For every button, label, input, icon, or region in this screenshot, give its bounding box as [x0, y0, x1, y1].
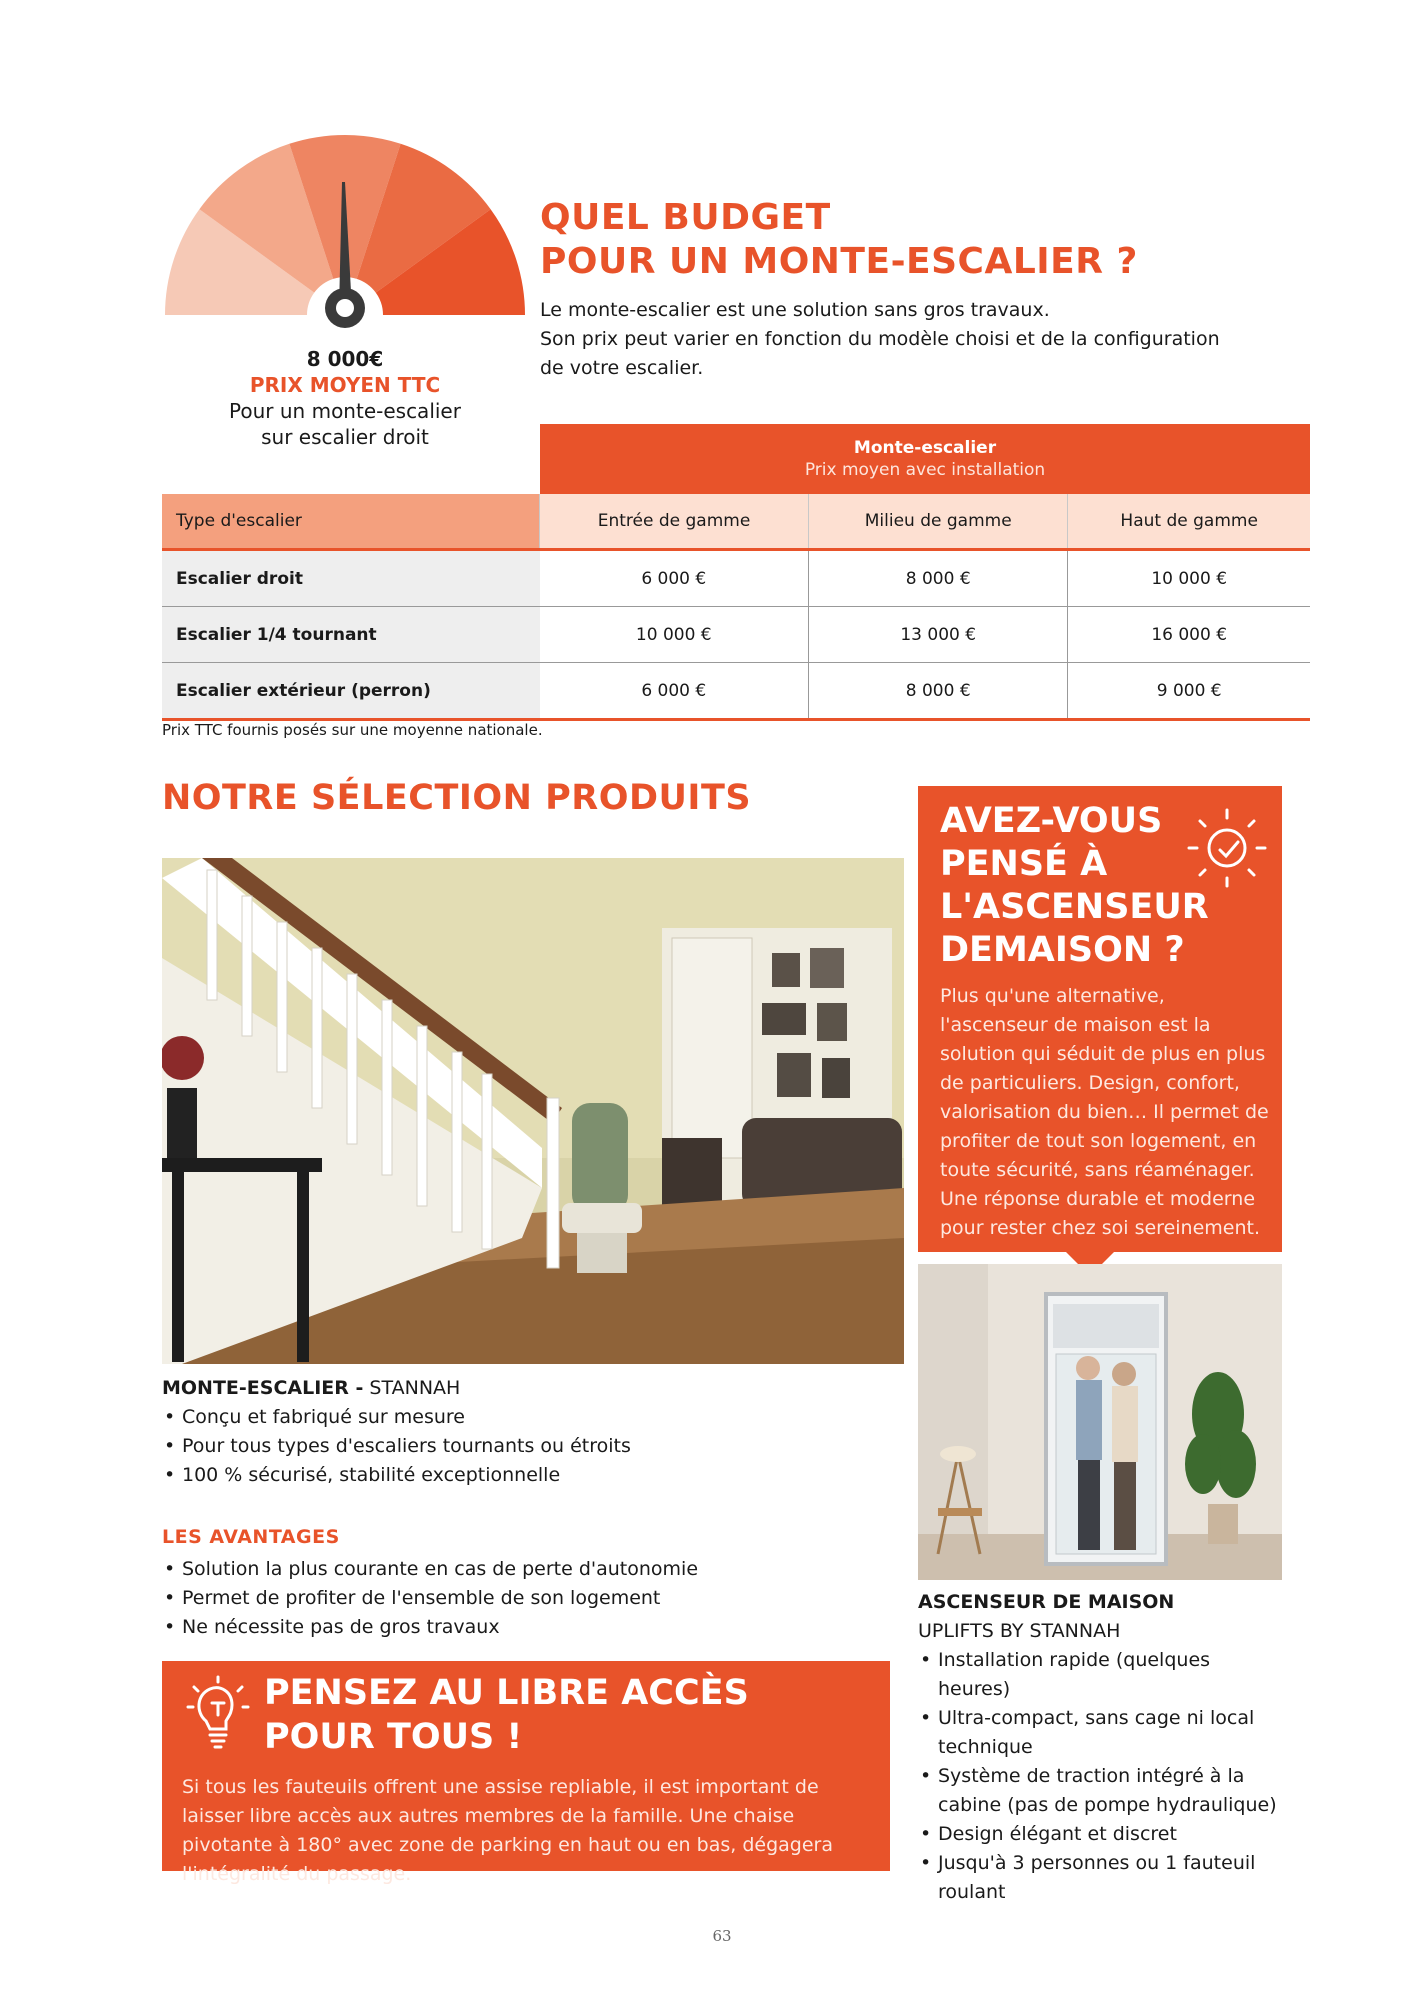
- box-title-line3: L'ASCENSEUR: [940, 887, 1209, 927]
- home-elevator-features: [918, 1646, 1288, 1907]
- box-title-line1: AVEZ-VOUS: [940, 801, 1163, 841]
- list-item: • Design élégant et discret: [918, 1820, 1288, 1849]
- row-label: Escalier 1/4 tournant: [162, 607, 540, 663]
- price-gauge: [160, 130, 530, 340]
- table-row: [162, 550, 1310, 607]
- stairlift-features: [162, 1403, 862, 1490]
- box-title-line4: DEMAISON ?: [940, 930, 1185, 970]
- table-row: [162, 663, 1310, 720]
- list-item: • Permet de profiter de l'ensemble de son logement: [162, 1584, 862, 1613]
- table-cell: 8 000 €: [809, 550, 1068, 607]
- table-cell: 9 000 €: [1068, 663, 1310, 720]
- stairlift-photo: [162, 858, 904, 1364]
- stairlift-name: MONTE-ESCALIER -: [162, 1377, 364, 1399]
- home-elevator-box-title: [940, 800, 1209, 972]
- intro-line3: de votre escalier.: [540, 357, 704, 379]
- list-item: • Ultra-compact, sans cage ni local technique: [918, 1704, 1288, 1762]
- table-group-header: [540, 424, 1310, 494]
- list-item: • Conçu et fabriqué sur mesure: [162, 1403, 862, 1432]
- column-header: Haut de gamme: [1068, 494, 1310, 550]
- intro-line2: Son prix peut varier en fonction du modèle choisi et de la configuration: [540, 328, 1220, 350]
- gauge-label: PRIX MOYEN TTC: [249, 373, 441, 397]
- free-access-title: [264, 1671, 749, 1759]
- list-item: • Solution la plus courante en cas de perte d'autonomie: [162, 1555, 862, 1584]
- budget-title: [540, 196, 1138, 284]
- table-group-subtitle: Prix moyen avec installation: [804, 460, 1046, 480]
- column-header: Entrée de gamme: [540, 494, 809, 550]
- list-item: • Ne nécessite pas de gros travaux: [162, 1613, 862, 1642]
- idea-icon: [1186, 808, 1268, 890]
- table-cell: 13 000 €: [809, 607, 1068, 663]
- list-item: • Installation rapide (quelques heures): [918, 1646, 1288, 1704]
- list-item: • Pour tous types d'escaliers tournants ou étroits: [162, 1432, 862, 1461]
- intro-line1: Le monte-escalier est une solution sans gros travaux.: [540, 299, 1050, 321]
- gauge-price: 8 000€: [306, 347, 384, 371]
- list-item: • Système de traction intégré à la cabine (pas de pompe hydraulique): [918, 1762, 1288, 1820]
- budget-title-line2: POUR UN MONTE-ESCALIER ?: [540, 241, 1138, 282]
- budget-title-line1: QUEL BUDGET: [540, 197, 831, 238]
- home-elevator-subtitle: UPLIFTS BY STANNAH: [918, 1620, 1121, 1642]
- home-elevator-photo: [918, 1264, 1282, 1580]
- table-cell: 10 000 €: [540, 607, 809, 663]
- table-header-row: [162, 494, 1310, 550]
- table-cell: 6 000 €: [540, 663, 809, 720]
- home-elevator-box: [918, 786, 1282, 1252]
- list-item: • 100 % sécurisé, stabilité exceptionnelle: [162, 1461, 862, 1490]
- gauge-caption: [160, 346, 530, 450]
- row-label: Escalier extérieur (perron): [162, 663, 540, 720]
- table-note: Prix TTC fournis posés sur une moyenne nationale.: [162, 721, 543, 739]
- budget-intro: [540, 296, 1240, 383]
- gauge-desc-line1: Pour un monte-escalier: [229, 399, 461, 423]
- row-label: Escalier droit: [162, 550, 540, 607]
- home-elevator-title: ASCENSEUR DE MAISON: [918, 1591, 1175, 1613]
- lightbulb-icon: [186, 1675, 250, 1755]
- gauge-desc-line2: sur escalier droit: [261, 425, 429, 449]
- free-access-title-line2: POUR TOUS !: [264, 1717, 523, 1757]
- table-cell: 6 000 €: [540, 550, 809, 607]
- column-header: Milieu de gamme: [809, 494, 1068, 550]
- free-access-title-line1: PENSEZ AU LIBRE ACCÈS: [264, 1673, 749, 1713]
- advantages-title: LES AVANTAGES: [162, 1526, 340, 1548]
- stairlift-title: [162, 1374, 460, 1403]
- table-row: [162, 607, 1310, 663]
- selection-title: NOTRE SÉLECTION PRODUITS: [162, 778, 752, 818]
- page-number: 63: [712, 1927, 732, 1945]
- box-title-line2: PENSÉ À: [940, 844, 1108, 884]
- table-cell: 10 000 €: [1068, 550, 1310, 607]
- table-cell: 16 000 €: [1068, 607, 1310, 663]
- table-group-title: Monte-escalier: [853, 438, 997, 458]
- price-table: [162, 494, 1310, 721]
- stairlift-brand: STANNAH: [363, 1377, 461, 1399]
- free-access-box: [162, 1661, 890, 1885]
- list-item: • Jusqu'à 3 personnes ou 1 fauteuil roulant: [918, 1849, 1288, 1907]
- column-header: Type d'escalier: [162, 494, 540, 550]
- free-access-text: Si tous les fauteuils offrent une assise repliable, il est important de laisser libre accès aux autres membres de la famille. Une chaise pivotante à 180° avec zone de parking en haut ou en bas, dégagera l'intégralité du passage.: [182, 1776, 833, 1885]
- table-cell: 8 000 €: [809, 663, 1068, 720]
- advantages-list: [162, 1555, 862, 1642]
- home-elevator-box-text: Plus qu'une alternative, l'ascenseur de maison est la solution qui séduit de plus en plus de particuliers. Design, confort, valorisation du bien… Il permet de profiter de tout son logement, en toute sécurité, sans réaménager. Une réponse durable et moderne pour rester chez soi sereinement.: [940, 985, 1269, 1239]
